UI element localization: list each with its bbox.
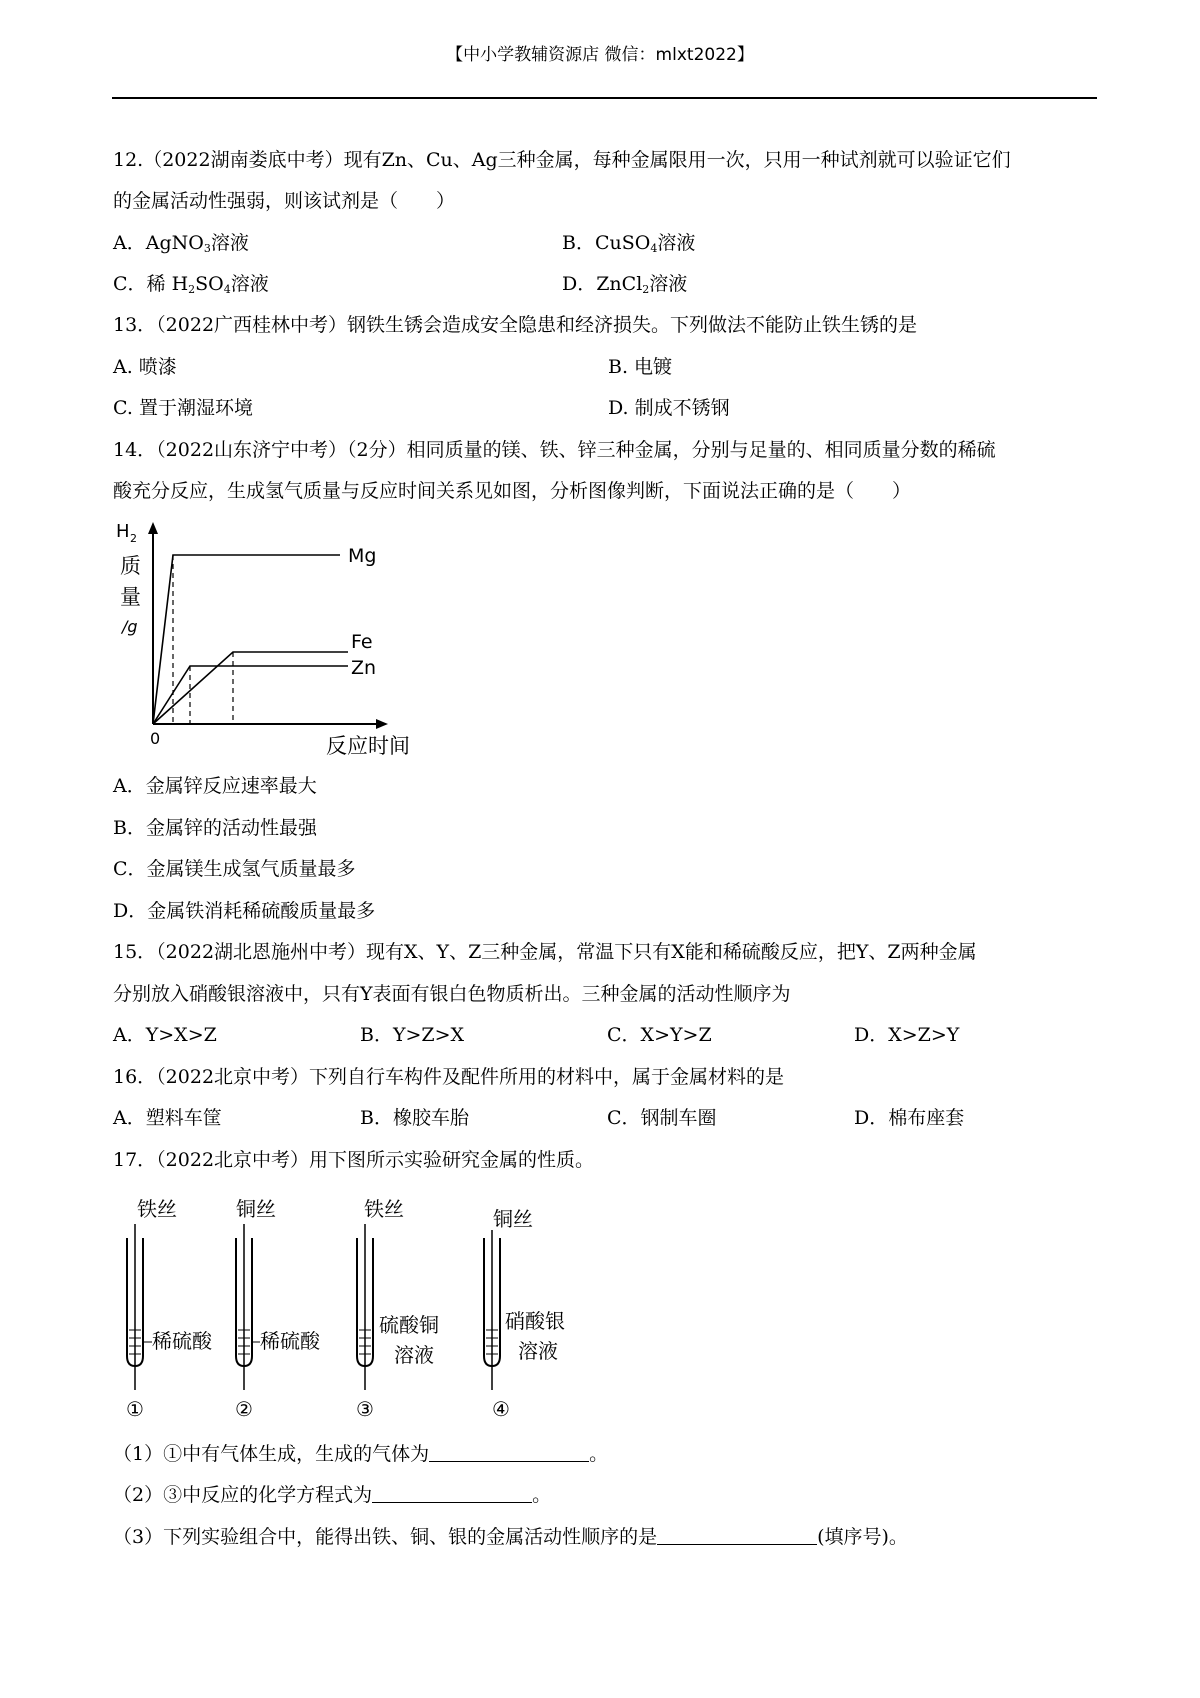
q17-sub1-end: 。 — [589, 1443, 609, 1465]
q15-option-a: A．Y>X>Z — [113, 1024, 217, 1046]
tube-2-wire-label: 铜丝 — [236, 1197, 276, 1221]
tube-1-number: ① — [126, 1397, 144, 1421]
tube-3-number: ③ — [356, 1397, 374, 1421]
tube-2-liquid — [238, 1330, 260, 1354]
tube-4-solution-label-2: 溶液 — [518, 1339, 558, 1363]
tube-4-number: ④ — [492, 1397, 510, 1421]
tube-4-solution-label: 硝酸银 — [505, 1309, 565, 1333]
tube-2-number: ② — [235, 1397, 253, 1421]
q14-option-d: D．金属铁消耗稀硫酸质量最多 — [113, 900, 376, 922]
q17-sub1-text: （1）①中有气体生成，生成的气体为 — [113, 1443, 430, 1465]
tube-2 — [235, 1197, 321, 1421]
q14-option-c: C．金属镁生成氢气质量最多 — [113, 858, 356, 880]
q13-option-d: D. 制成不锈钢 — [608, 397, 730, 419]
y-axis-char-2: 量 — [120, 585, 141, 609]
q16-option-d: D．棉布座套 — [854, 1107, 965, 1129]
q17-text-line1: 17．（2022北京中考）用下图所示实验研究金属的性质。 — [113, 1149, 595, 1171]
zn-curve — [153, 666, 348, 724]
q16-text-line1: 16．（2022北京中考）下列自行车构件及配件所用的材料中，属于金属材料的是 — [113, 1066, 785, 1088]
q13-text-line1: 13．（2022广西桂林中考）钢铁生锈会造成安全隐患和经济损失。下列做法不能防止铁生锈的是 — [113, 314, 918, 336]
tube-3-solution-label-2: 溶液 — [394, 1343, 434, 1367]
tube-3-wire-label: 铁丝 — [364, 1197, 404, 1221]
q17-sub3-end: (填序号)。 — [817, 1526, 908, 1548]
q17-sub3-text: （3）下列实验组合中，能得出铁、铜、银的金属活动性顺序的是 — [113, 1526, 658, 1548]
q15-text-line1: 15．（2022湖北恩施州中考）现有X、Y、Z三种金属，常温下只有X能和稀硫酸反应，把Y、Z两种金属 — [113, 941, 977, 963]
q16-option-a: A．塑料车筐 — [113, 1107, 222, 1129]
q17-sub3-answer-blank[interactable] — [657, 1526, 817, 1545]
y-axis-char-1: 质 — [120, 554, 141, 578]
y-axis-h-subscript: 2 — [130, 532, 137, 545]
q17-sub-question-2 — [113, 1483, 1103, 1507]
test-tubes-figure — [118, 1190, 588, 1430]
tube-3-solution-label: 硫酸铜 — [379, 1313, 439, 1337]
q15-option-c: C．X>Y>Z — [607, 1024, 712, 1046]
q17-sub-question-1 — [113, 1442, 1103, 1466]
q14-text-line1: 14．（2022山东济宁中考）（2分）相同质量的镁、铁、锌三种金属，分别与足量的、相同质量分数的稀硫 — [113, 439, 996, 461]
q15-option-b: B．Y>Z>X — [360, 1024, 465, 1046]
q14-option-b: B．金属锌的活动性最强 — [113, 817, 317, 839]
tube-1-wire-label: 铁丝 — [137, 1197, 177, 1221]
q17-sub2-text: （2）③中反应的化学方程式为 — [113, 1484, 373, 1506]
q17-sub2-answer-blank[interactable] — [372, 1484, 532, 1503]
q14-option-a: A．金属锌反应速率最大 — [113, 775, 317, 797]
q15-text-line2: 分别放入硝酸银溶液中，只有Y表面有银白色物质析出。三种金属的活动性顺序为 — [113, 983, 791, 1005]
tube-2-solution-label: 稀硫酸 — [260, 1329, 320, 1353]
page-header: 【中小学教辅资源店 微信：mlxt2022】 — [446, 45, 754, 65]
q12-option-a: A．AgNO$_3$溶液 — [113, 232, 249, 255]
q15-option-d: D．X>Z>Y — [854, 1024, 960, 1046]
q13-option-b: B. 电镀 — [608, 356, 673, 378]
zn-label: Zn — [351, 657, 377, 679]
fe-curve — [153, 652, 348, 724]
q12-option-c: C．稀 $H_2SO_4$溶液 — [113, 273, 269, 296]
fe-label: Fe — [351, 631, 373, 653]
q12-option-d: D．ZnCl$_2$溶液 — [562, 273, 688, 296]
tube-1-solution-label: 稀硫酸 — [152, 1329, 212, 1353]
q13-option-c: C. 置于潮湿环境 — [113, 397, 253, 419]
mg-label: Mg — [348, 545, 377, 567]
q17-sub1-answer-blank[interactable] — [429, 1443, 589, 1462]
q16-option-b: B．橡胶车胎 — [360, 1107, 469, 1129]
tube-1 — [126, 1197, 213, 1421]
tube-4-wire-label: 铜丝 — [493, 1207, 533, 1231]
origin-label: 0 — [150, 729, 161, 748]
q17-sub2-end: 。 — [532, 1484, 552, 1506]
q14-text-line2: 酸充分反应，生成氢气质量与反应时间关系见如图，分析图像判断，下面说法正确的是（ ） — [113, 480, 912, 502]
h2-mass-time-graph — [108, 518, 428, 758]
q12-text-line1: 12.（2022湖南娄底中考）现有Zn、Cu、Ag三种金属，每种金属限用一次，只用一种试剂就可以验证它们 — [113, 149, 1011, 171]
y-axis-h: H — [116, 521, 130, 542]
q17-sub-question-3 — [113, 1525, 1103, 1549]
x-axis-arrow — [376, 719, 388, 729]
tube-3 — [356, 1197, 439, 1421]
q13-option-a: A. 喷漆 — [113, 356, 177, 378]
tube-1-liquid — [129, 1330, 152, 1354]
q12-text-line2: 的金属活动性强弱，则该试剂是（ ） — [113, 190, 456, 212]
y-axis-arrow — [148, 522, 158, 534]
header-rule — [112, 97, 1097, 99]
y-axis-unit: /g — [122, 617, 138, 636]
q12-option-b: B．CuSO$_4$溶液 — [562, 232, 696, 255]
x-axis-label: 反应时间 — [326, 734, 410, 758]
q16-option-c: C．钢制车圈 — [607, 1107, 717, 1129]
tube-4 — [484, 1207, 565, 1421]
